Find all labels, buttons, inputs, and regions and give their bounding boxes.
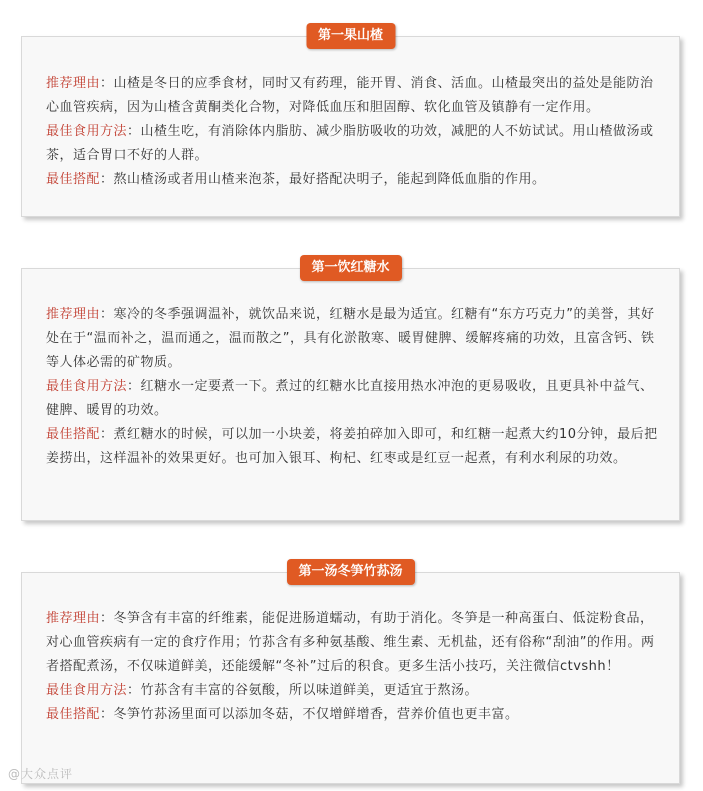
label-separator: ： [127,379,141,394]
food-card-brown-sugar-water [21,260,680,521]
label-separator: ： [100,76,114,91]
best-method-text: 山楂生吃，有消除体内脂肪、减少脂肪吸收的功效，减肥的人不妨试试。用山楂做汤或茶，适合胃口不好的人群。 [46,124,654,163]
best-pairing-text: 煮红糖水的时候，可以加一小块姜，将姜拍碎加入即可，和红糖一起煮大约10分钟，最后把姜捞出，这样温补的效果更好。也可加入银耳、枸杞、红枣或是红豆一起煮，有利水利尿的功效。 [46,427,658,466]
best-pairing-label: 最佳搭配 [46,707,101,722]
recommend-reason-text: 寒冷的冬季强调温补，就饮品来说，红糖水是最为适宜。红糖有“东方巧克力”的美誉，其好处在于“温而补之，温而通之，温而散之”，具有化淤散寒、暖胃健脾、缓解疼痛的功效，且富含钙、铁等人体必需的矿物质。 [46,307,655,370]
label-separator: ： [100,427,114,442]
card-title-badge: 第一果山楂 [306,23,395,49]
label-separator: ： [100,307,114,322]
best-method-label: 最佳食用方法 [46,124,128,139]
recommend-reason-text: 山楂是冬日的应季食材，同时又有药理，能开胃、消食、活血。山楂最突出的益处是能防治心血管疾病，因为山楂含黄酮类化合物，对降低血压和胆固醇、软化血管及镇静有一定作用。 [46,76,654,115]
best-pairing-paragraph [46,423,665,471]
recommend-reason-label: 推荐理由 [46,76,101,91]
recommend-reason-paragraph [46,72,665,120]
best-pairing-text: 熬山楂汤或者用山楂来泡茶，最好搭配决明子，能起到降低血脂的作用。 [113,172,546,187]
best-method-paragraph [46,679,665,703]
best-method-paragraph [46,120,665,168]
recommend-reason-label: 推荐理由 [46,611,101,626]
card-content [46,607,665,727]
best-pairing-paragraph [46,168,665,192]
recommend-reason-text: 冬笋含有丰富的纤维素，能促进肠道蠕动，有助于消化。冬笋是一种高蛋白、低淀粉食品，对心血管疾病有一定的食疗作用；竹荪含有多种氨基酸、维生素、无机盐，还有俗称“刮油”的作用。两者搭配煮汤，不仅味道鲜美，还能缓解“冬补”过后的积食。更多生活小技巧，关注微信ctvshh！ [46,611,655,674]
best-pairing-text: 冬笋竹荪汤里面可以添加冬菇，不仅增鲜增香，营养价值也更丰富。 [113,707,519,722]
best-method-paragraph [46,375,665,423]
recommend-reason-paragraph [46,303,665,375]
recommend-reason-label: 推荐理由 [46,307,101,322]
food-card-bamboo-shoot-soup [21,564,680,784]
best-method-label: 最佳食用方法 [46,379,128,394]
best-pairing-label: 最佳搭配 [46,172,101,187]
watermark-logo: @大众点评 [8,767,74,781]
best-method-text: 竹荪含有丰富的谷氨酸，所以味道鲜美，更适宜于熬汤。 [140,683,479,698]
card-content [46,303,665,471]
label-separator: ： [127,124,141,139]
label-separator: ： [100,707,114,722]
best-method-text: 红糖水一定要煮一下。煮过的红糖水比直接用热水冲泡的更易吸收，且更具补中益气、健脾、暖胃的功效。 [46,379,654,418]
best-pairing-label: 最佳搭配 [46,427,101,442]
best-pairing-paragraph [46,703,665,727]
label-separator: ： [127,683,141,698]
card-title-badge: 第一饮红糖水 [299,255,401,281]
label-separator: ： [100,611,114,626]
label-separator: ： [100,172,114,187]
card-content [46,72,665,192]
food-card-hawthorn [21,28,680,217]
recommend-reason-paragraph [46,607,665,679]
card-title-badge: 第一汤冬笋竹荪汤 [286,559,414,585]
best-method-label: 最佳食用方法 [46,683,128,698]
